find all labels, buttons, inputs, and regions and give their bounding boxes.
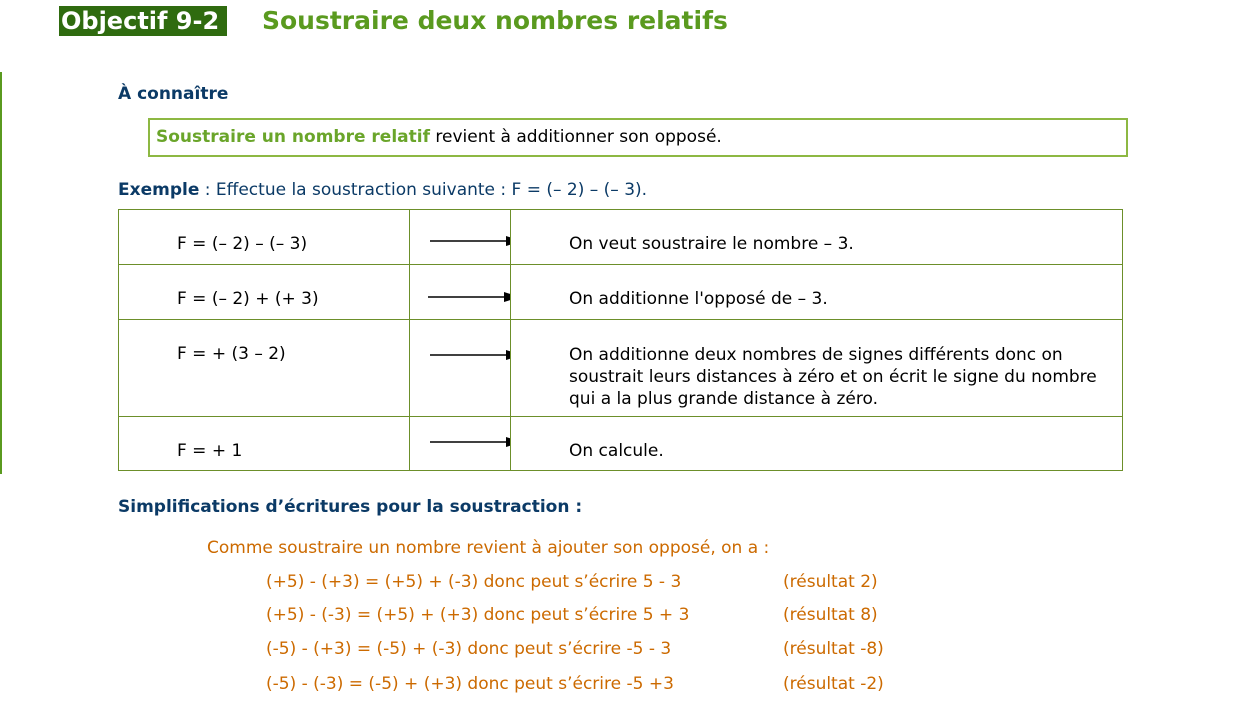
step-expression: F = (– 2) + (+ 3) xyxy=(119,265,410,320)
definition-rest: revient à additionner son opposé. xyxy=(429,127,722,147)
page-title: Soustraire deux nombres relatifs xyxy=(262,6,728,35)
simplification-result: (résultat -8) xyxy=(783,639,884,659)
table-row xyxy=(119,320,1123,417)
steps-table xyxy=(118,209,1123,471)
simplification-result: (résultat 8) xyxy=(783,605,878,625)
step-explanation: On calcule. xyxy=(511,417,1123,471)
step-explanation: On additionne l'opposé de – 3. xyxy=(511,265,1123,320)
step-expression: F = + (3 – 2) xyxy=(119,320,410,417)
objective-badge: Objectif 9-2 xyxy=(59,6,227,36)
table-row xyxy=(119,265,1123,320)
step-explanation: On veut soustraire le nombre – 3. xyxy=(511,210,1123,265)
arrow-cell xyxy=(410,417,511,471)
arrow-cell xyxy=(410,265,511,320)
definition-bold: Soustraire un nombre relatif xyxy=(156,127,430,147)
example-text: : Effectue la soustraction suivante : F = (– 2) – (– 3). xyxy=(199,180,648,200)
arrow-cell xyxy=(410,320,511,417)
margin-rule xyxy=(0,72,2,474)
right-arrow-icon xyxy=(410,320,510,380)
right-arrow-icon xyxy=(410,265,510,319)
table-row xyxy=(119,417,1123,471)
definition-box xyxy=(148,118,1128,157)
simplification-result: (résultat 2) xyxy=(783,572,878,592)
simplification-line: (+5) - (-3) = (+5) + (+3) donc peut s’écrire 5 + 3 xyxy=(266,605,690,625)
step-explanation: On additionne deux nombres de signes différents donc on soustrait leurs distances à zéro et on écrit le signe du nombre qui a la plus grande distance à zéro. xyxy=(511,320,1123,417)
simplification-line: (-5) - (-3) = (-5) + (+3) donc peut s’écrire -5 +3 xyxy=(266,674,674,694)
table-row xyxy=(119,210,1123,265)
example-label: Exemple xyxy=(118,180,200,200)
right-arrow-icon xyxy=(410,210,510,264)
simplifications-heading: Simplifications d’écritures pour la soustraction : xyxy=(118,497,583,517)
simplifications-intro: Comme soustraire un nombre revient à ajouter son opposé, on a : xyxy=(207,538,770,558)
simplification-line: (+5) - (+3) = (+5) + (-3) donc peut s’écrire 5 - 3 xyxy=(266,572,682,592)
example-statement xyxy=(118,180,647,200)
a-connaitre-heading: À connaître xyxy=(118,84,229,104)
arrow-cell xyxy=(410,210,511,265)
simplification-line: (-5) - (+3) = (-5) + (-3) donc peut s’écrire -5 - 3 xyxy=(266,639,672,659)
step-expression: F = (– 2) – (– 3) xyxy=(119,210,410,265)
simplification-result: (résultat -2) xyxy=(783,674,884,694)
right-arrow-icon xyxy=(410,417,510,457)
step-expression: F = + 1 xyxy=(119,417,410,471)
